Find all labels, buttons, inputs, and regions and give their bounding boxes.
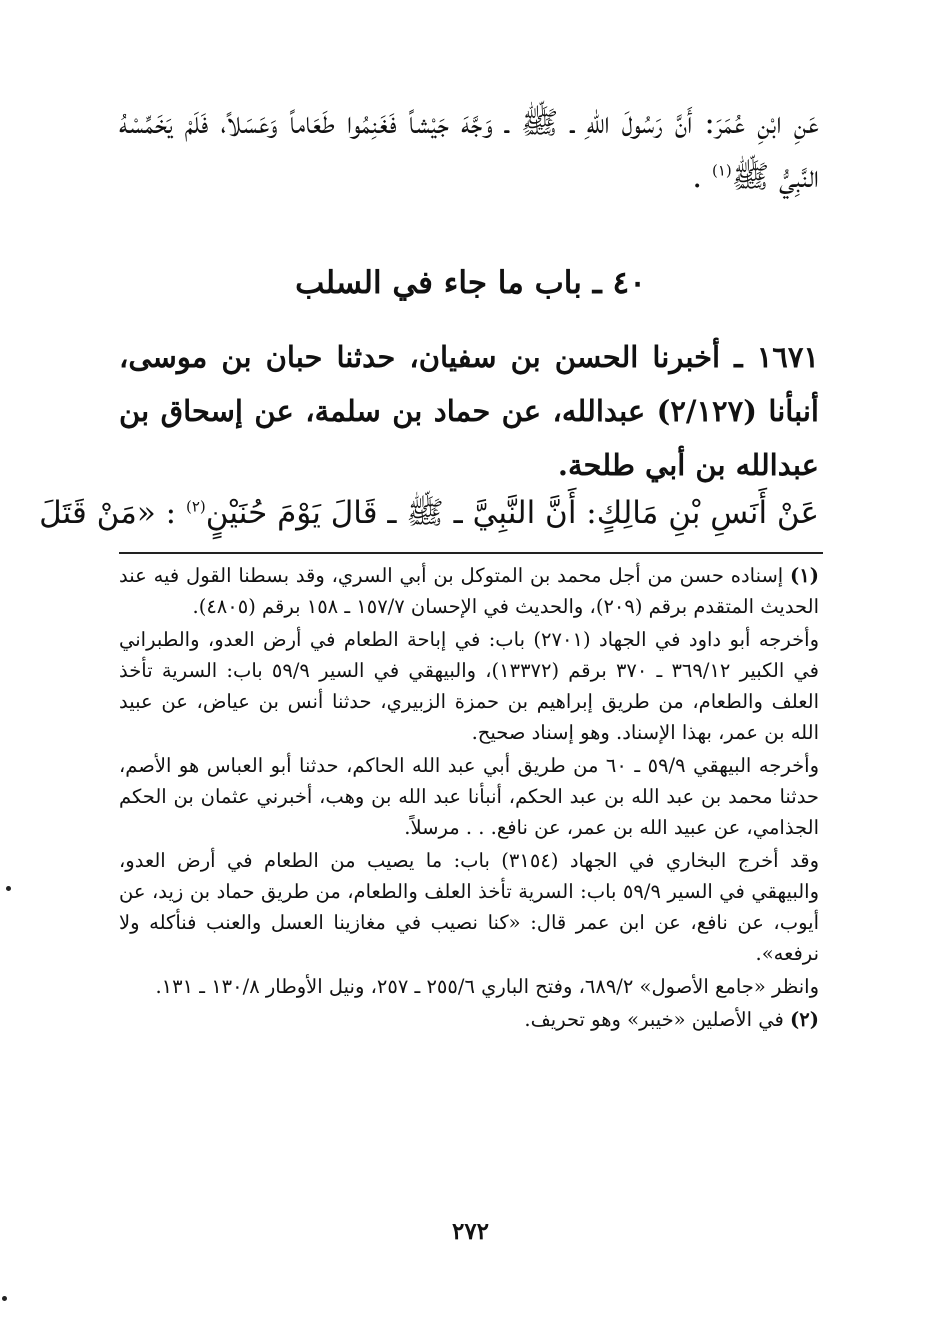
chapter-title: ٤٠ ـ باب ما جاء في السلب [295, 265, 646, 301]
page-number: ٢٧٢ [451, 1218, 490, 1245]
hadith-1670-text: عَنِ ابْنِ عُمَرَ: أَنَّ رَسُولَ اللهِ ـ ﷺ ـ وَجَّهَ جَيْشاً فَغَنِمُوا طَعَاماً وَعَسَلاً، فَلَمْ يَخَمِّسْهُ النَّبِيُّ ﷺ [119, 105, 819, 195]
footnote-text: وانظر «جامع الأصول» ٦٨٩/٢، وفتح الباري ٢٥٥/٦ ـ ٢٥٧، ونيل الأوطار ١٣٠/٨ ـ ١٣١. [155, 975, 819, 998]
hadith-1671-isnad: ١٦٧١ ـ أخبرنا الحسن بن سفيان، حدثنا حبان بن موسى، أنبأنا (٢/١٢٧) عبدالله، عن حماد بن سلمة، عن إسحاق بن عبدالله بن أبي طلحة. [119, 340, 819, 482]
matn-start: عَنْ أَنَسِ بْنِ مَالِكٍ: أَنَّ النَّبِيَّ ـ ﷺ ـ قَالَ يَوْمَ حُنَيْنٍ [205, 495, 819, 531]
footnote-text: وأخرجه البيهقي ٥٩/٩ ـ ٦٠ من طريق أبي عبد الله الحاكم، حدثنا أبو العباس هو الأصم، حدثنا محمد بن عبد الله بن عبد الحكم، أنبأنا عبد الله بن وهب، أخبرني عثمان بن الحكم الجذامي، عن عبيد الله بن عمر، عن نافع. . . مرسلاً. [119, 754, 819, 839]
footnotes [119, 560, 819, 1037]
footnote-number: (١) [790, 564, 819, 587]
footnote-text: وقد أخرج البخاري في الجهاد (٣١٥٤) باب: ما يصيب من الطعام في أرض العدو، والبيهقي في السير ٥٩/٩ باب: السرية تأخذ العلف والطعام، من طريق حماد بن زيد، عن أيوب، عن نافع، عن ابن عمر قال: «كنا نصيب في مغازينا العسل والعنب فنأكله ولا نرفعه». [119, 849, 820, 965]
footnote-paragraph [119, 624, 819, 748]
footnote-ref-2[interactable]: (٢) [185, 497, 206, 516]
footnote-paragraph [119, 750, 819, 843]
hadith-1670-end: . [692, 159, 703, 195]
footnote-text: في الأصلين «خيبر» وهو تحريف. [524, 1008, 784, 1031]
footnote-paragraph [119, 845, 819, 969]
matn-cont: : «مَنْ قَتَلَ [39, 495, 177, 531]
hadith-text [119, 96, 819, 204]
footnote-text: إسناده حسن من أجل محمد بن المتوكل بن أبي السري، وقد بسطنا القول فيه عند الحديث المتقدم برقم (٢٠٩)، والحديث في الإحسان ١٥٧/٧ ـ ١٥٨ برقم (٤٨٠٥). [119, 564, 819, 618]
footnote-paragraph [119, 971, 819, 1002]
footnote-number: (٢) [790, 1008, 819, 1031]
footnote-1 [119, 560, 819, 622]
hadith-1671-matn [39, 486, 819, 540]
footnote-2 [119, 1004, 819, 1035]
footnote-separator [119, 552, 823, 554]
scan-speck [2, 1296, 7, 1301]
footnote-ref-1[interactable]: (١) [711, 161, 732, 180]
footnote-text: وأخرجه أبو داود في الجهاد (٢٧٠١) باب: في إباحة الطعام في أرض العدو، والطبراني في الكبير ٣٦٩/١٢ ـ ٣٧٠ برقم (١٣٣٧٢)، والبيهقي في السير ٥٩/٩ باب: السرية تأخذ العلف والطعام، من طريق إبراهيم بن حمزة الزبيري، حدثنا أنس بن عياض، عن عبيد الله بن عمر، بهذا الإسناد. وهو إسناد صحيح. [119, 628, 819, 744]
scan-speck [6, 886, 11, 891]
